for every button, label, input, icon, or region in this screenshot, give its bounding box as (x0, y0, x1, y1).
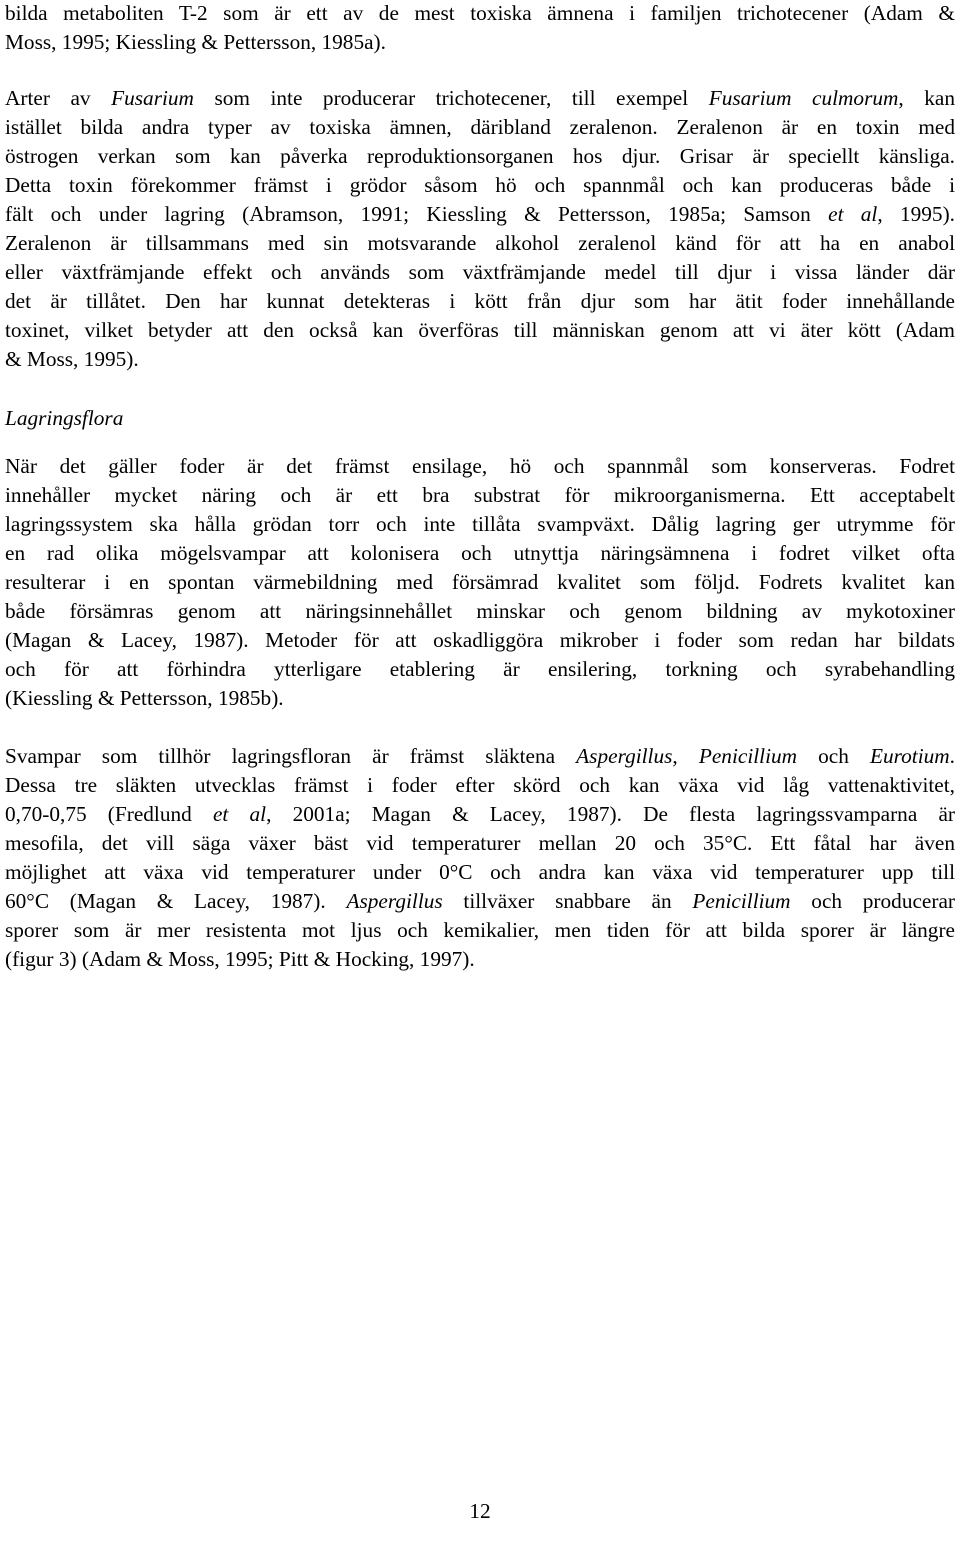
text-line: och för att förhindra ytterligare etablering är ensilering, torkning och syrabehandling (5, 657, 955, 681)
text-line: resulterar i en spontan värmebildning med försämrad kvalitet som följd. Fodrets kvalitet kan (5, 570, 955, 594)
italic-term: Aspergillus (576, 744, 673, 768)
text-line: 60°C (Magan & Lacey, 1987). Aspergillus tillväxer snabbare än Penicillium och producerar (5, 889, 956, 913)
italic-term: et al (212, 802, 267, 826)
italic-term: Penicillium (692, 889, 791, 913)
text-line: istället bilda andra typer av toxiska ämnen, däribland zeralenon. Zeralenon är en toxin med (5, 115, 955, 139)
document-page (5, 0, 955, 1543)
italic-term: Fusarium culmorum (708, 86, 899, 110)
text-line: Svampar som tillhör lagringsfloran är främst släktena Aspergillus, Penicillium och Eurotium. (5, 744, 955, 768)
italic-term: et al (828, 202, 878, 226)
text-line: Dessa tre släkten utvecklas främst i foder efter skörd och kan växa vid låg vattenaktivitet, (5, 773, 955, 797)
text-line: Moss, 1995; Kiessling & Pettersson, 1985a). (5, 30, 386, 54)
paragraph-3 (5, 452, 955, 713)
text-line: & Moss, 1995). (5, 347, 139, 371)
italic-term: Penicillium (698, 744, 798, 768)
text-line: sporer som är mer resistenta mot ljus och kemikalier, men tiden för att bilda sporer är längre (5, 918, 955, 942)
page-number: 12 (469, 1499, 491, 1523)
text-line: fält och under lagring (Abramson, 1991; Kiessling & Pettersson, 1985a; Samson et al, 1995). (5, 202, 955, 226)
text-line: det är tillåtet. Den har kunnat detekteras i kött från djur som har ätit foder innehållande (5, 289, 955, 313)
text-line: mesofila, det vill säga växer bäst vid temperaturer mellan 20 och 35°C. Ett fåtal har även (5, 831, 955, 855)
paragraph-1 (5, 0, 955, 57)
italic-term: Fusarium (111, 86, 194, 110)
text-line: eller växtfrämjande effekt och används som växtfrämjande medel till djur i vissa länder där (5, 260, 955, 284)
text-line: en rad olika mögelsvampar att kolonisera och utnyttja näringsämnena i fodret vilket ofta (5, 541, 955, 565)
text-line: innehåller mycket näring och är ett bra substrat för mikroorganismerna. Ett acceptabelt (5, 483, 955, 507)
paragraph-2 (5, 84, 955, 374)
text-line: (figur 3) (Adam & Moss, 1995; Pitt & Hocking, 1997). (5, 947, 475, 971)
text-line: 0,70-0,75 (Fredlund et al, 2001a; Magan & Lacey, 1987). De flesta lagringssvamparna är (5, 802, 956, 826)
text-line: bilda metaboliten T-2 som är ett av de mest toxiska ämnena i familjen trichotecener (Adam & (5, 1, 955, 25)
paragraph-4 (5, 742, 955, 974)
text-line: Arter av Fusarium som inte producerar trichotecener, till exempel Fusarium culmorum, kan (5, 86, 956, 110)
text-line: möjlighet att växa vid temperaturer under 0°C och andra kan växa vid temperaturer upp till (5, 860, 955, 884)
section-heading: Lagringsflora (5, 406, 124, 430)
text-line: När det gäller foder är det främst ensilage, hö och spannmål som konserveras. Fodret (5, 454, 955, 478)
text-line: (Kiessling & Pettersson, 1985b). (5, 686, 284, 710)
text-line: östrogen verkan som kan påverka reproduktionsorganen hos djur. Grisar är speciellt känsliga. (5, 144, 955, 168)
text-line: både försämras genom att näringsinnehållet minskar och genom bildning av mykotoxiner (5, 599, 955, 623)
italic-term: Eurotium (870, 744, 950, 768)
text-line: lagringssystem ska hålla grödan torr och inte tillåta svampväxt. Dålig lagring ger utrymme för (5, 512, 955, 536)
text-line: Detta toxin förekommer främst i grödor såsom hö och spannmål och kan produceras både i (5, 173, 955, 197)
text-line: toxinet, vilket betyder att den också kan överföras till människan genom att vi äter kött (Adam (5, 318, 955, 342)
text-line: Zeralenon är tillsammans med sin motsvarande alkohol zeralenol känd för att ha en anabol (5, 231, 955, 255)
italic-term: Aspergillus (346, 889, 443, 913)
text-line: (Magan & Lacey, 1987). Metoder för att oskadliggöra mikrober i foder som redan har bildats (5, 628, 955, 652)
